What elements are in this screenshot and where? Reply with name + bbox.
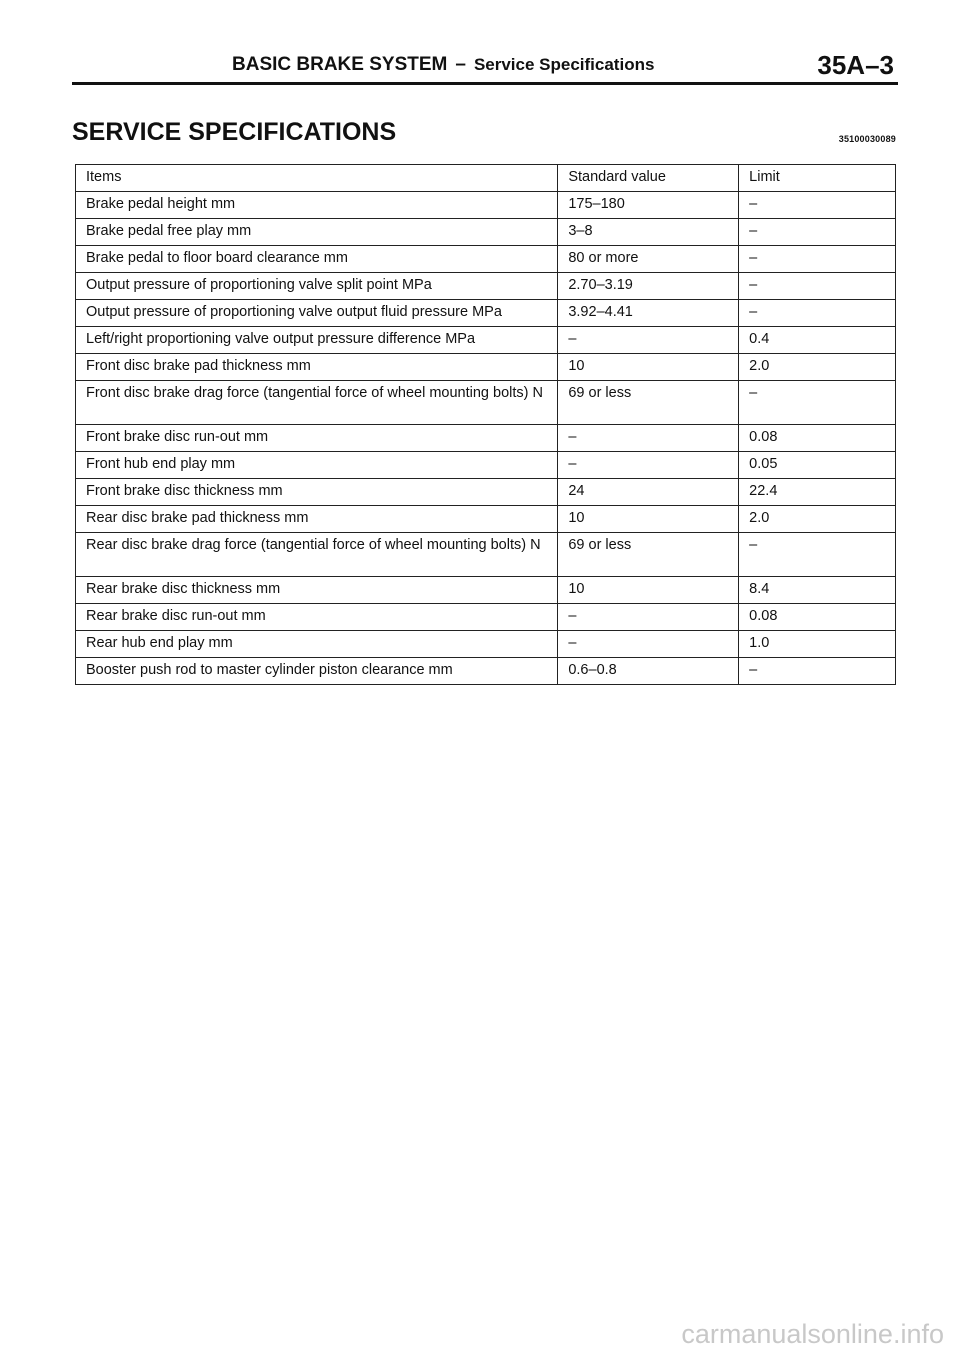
row-limit: 1.0 [739,631,896,658]
row-standard-value: 10 [558,354,739,381]
specifications-table [75,164,896,685]
row-standard-value: 3.92–4.41 [558,300,739,327]
header-title-sub: Service Specifications [473,55,655,74]
table-row [76,479,896,506]
row-item: Front disc brake drag force (tangential force of wheel mounting bolts) N [76,381,558,425]
row-limit: – [739,658,896,685]
table-row [76,273,896,300]
row-item: Front brake disc run-out mm [76,425,558,452]
header-limit: Limit [739,165,896,192]
row-item: Brake pedal height mm [76,192,558,219]
row-limit: – [739,381,896,425]
row-limit: – [739,533,896,577]
row-item: Rear disc brake drag force (tangential force of wheel mounting bolts) N [76,533,558,577]
row-standard-value: 10 [558,506,739,533]
row-limit: 8.4 [739,577,896,604]
row-standard-value: 2.70–3.19 [558,273,739,300]
row-item: Rear brake disc thickness mm [76,577,558,604]
row-standard-value: 24 [558,479,739,506]
table-row [76,452,896,479]
header-title-main: BASIC BRAKE SYSTEM [232,54,448,75]
row-limit: 0.08 [739,425,896,452]
row-item: Front disc brake pad thickness mm [76,354,558,381]
row-item: Brake pedal to floor board clearance mm [76,246,558,273]
row-limit: 22.4 [739,479,896,506]
table-row [76,354,896,381]
table-row [76,604,896,631]
table-row [76,577,896,604]
row-item: Brake pedal free play mm [76,219,558,246]
row-limit: – [739,192,896,219]
row-item: Front hub end play mm [76,452,558,479]
page-header [72,52,896,82]
row-standard-value: 69 or less [558,381,739,425]
row-limit: – [739,300,896,327]
row-standard-value: – [558,425,739,452]
row-standard-value: 0.6–0.8 [558,658,739,685]
row-standard-value: – [558,452,739,479]
table-row [76,533,896,577]
table-row [76,246,896,273]
row-standard-value: – [558,327,739,354]
document-code: 35100030089 [838,134,896,144]
row-limit: – [739,246,896,273]
table-row [76,219,896,246]
table-row [76,658,896,685]
row-item: Rear disc brake pad thickness mm [76,506,558,533]
row-standard-value: 69 or less [558,533,739,577]
row-standard-value: 10 [558,577,739,604]
header-title [232,54,654,76]
row-item: Booster push rod to master cylinder piston clearance mm [76,658,558,685]
page-number: 35A–3 [817,50,894,80]
row-standard-value: 175–180 [558,192,739,219]
table-row [76,300,896,327]
row-item: Output pressure of proportioning valve split point MPa [76,273,558,300]
row-standard-value: 80 or more [558,246,739,273]
row-item: Left/right proportioning valve output pressure difference MPa [76,327,558,354]
row-standard-value: 3–8 [558,219,739,246]
table-row [76,425,896,452]
table-row [76,192,896,219]
row-item: Rear brake disc run-out mm [76,604,558,631]
row-item: Output pressure of proportioning valve output fluid pressure MPa [76,300,558,327]
header-standard-value: Standard value [558,165,739,192]
row-limit: 0.08 [739,604,896,631]
row-standard-value: – [558,631,739,658]
row-standard-value: – [558,604,739,631]
row-limit: 0.05 [739,452,896,479]
header-items: Items [76,165,558,192]
header-rule [72,82,898,85]
row-item: Front brake disc thickness mm [76,479,558,506]
table-row [76,506,896,533]
table-row [76,631,896,658]
row-limit: – [739,219,896,246]
table-header-row [76,165,896,192]
section-title: SERVICE SPECIFICATIONS [72,118,397,146]
header-title-dash: – [455,54,466,75]
row-limit: – [739,273,896,300]
watermark: carmanualsonline.info [681,1319,944,1349]
row-limit: 0.4 [739,327,896,354]
table-row [76,381,896,425]
table-row [76,327,896,354]
row-limit: 2.0 [739,354,896,381]
row-item: Rear hub end play mm [76,631,558,658]
row-limit: 2.0 [739,506,896,533]
